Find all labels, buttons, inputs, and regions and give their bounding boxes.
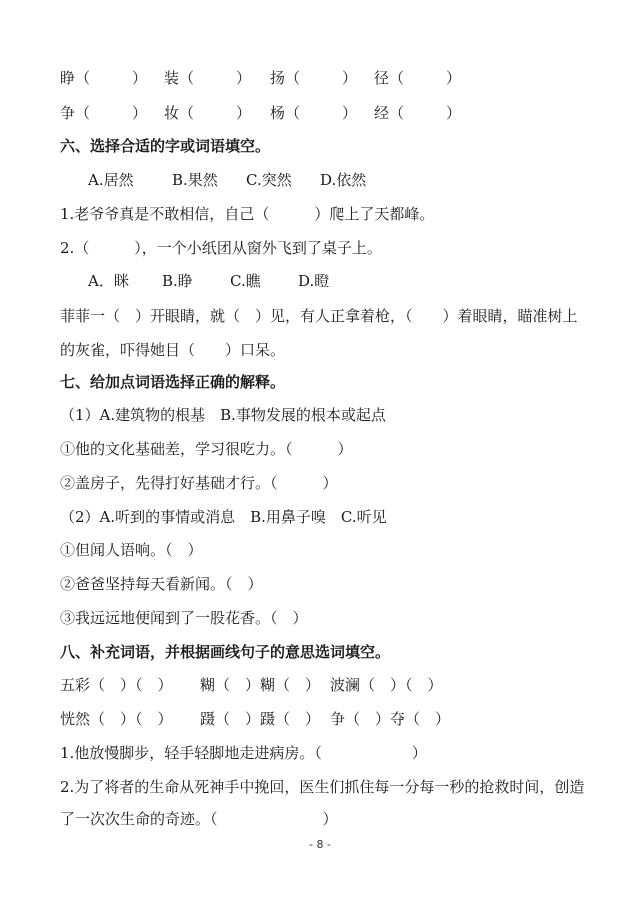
question: 2.（ ），一个小纸团从窗外飞到了桌子上。 [60, 239, 382, 257]
option: B.睁 [162, 272, 193, 290]
blank-close: ） [236, 69, 252, 87]
option: B.果然 [172, 171, 218, 189]
blank-close: ） [342, 104, 358, 122]
blank-close: ） [446, 104, 462, 122]
section-7-title: 七、给加点词语选择正确的解释。 [60, 373, 286, 391]
question: 菲菲一（ ）开眼睛，就（ ）见，有人正拿着枪，（ ）着眼睛，瞄准树上 [60, 307, 578, 325]
question: ③我远远地便闻到了一股花香。（ ） [60, 609, 308, 627]
question: ①但闻人语响。（ ） [60, 541, 203, 559]
part-header: （2）A.听到的事情或消息 B.用鼻子嗅 C.听见 [60, 508, 387, 526]
char-cell: 睁（ [60, 69, 91, 87]
question: 2.为了将者的生命从死神手中挽回，医生们抓住每一分每一秒的抢救时间，创造 [60, 778, 585, 796]
question: 1.他放慢脚步，轻手轻脚地走进病房。（ ） [60, 744, 427, 762]
blank-close: ） [132, 104, 148, 122]
blank-close: ） [236, 104, 252, 122]
word-blank: 恍然（ ）（ ） [60, 710, 173, 728]
char-cell: 经（ [374, 104, 405, 122]
page-number: - 8 - [309, 838, 331, 851]
blank-close: ） [132, 69, 148, 87]
option: D.依然 [320, 171, 367, 189]
blank-close: ） [446, 69, 462, 87]
char-cell: 杨（ [270, 104, 301, 122]
question: ②盖房子，先得打好基础才行。（ ） [60, 474, 338, 492]
char-cell: 装（ [164, 69, 195, 87]
option: D.瞪 [298, 272, 330, 290]
option: C.瞧 [230, 272, 261, 290]
section-8-title: 八、补充词语，并根据画线句子的意思选词填空。 [60, 643, 391, 661]
word-blank: 争（ ）夺（ ） [330, 710, 451, 728]
word-blank: 蹑（ ）蹑（ ） [200, 710, 321, 728]
question: 的灰雀，吓得她目（ ）口呆。 [60, 341, 286, 359]
char-cell: 争（ [60, 104, 91, 122]
char-cell: 扬（ [270, 69, 301, 87]
word-blank: 糊（ ）糊（ ） [200, 676, 321, 694]
section-6-title: 六、选择合适的字或词语填空。 [60, 137, 271, 155]
char-cell: 妆（ [164, 104, 195, 122]
word-blank: 五彩（ ）（ ） [60, 676, 173, 694]
question: 了一次次生命的奇迹。（ ） [60, 810, 338, 828]
char-cell: 径（ [374, 69, 405, 87]
word-blank: 波澜（ ）（ ） [330, 676, 443, 694]
blank-close: ） [342, 69, 358, 87]
option: C.突然 [246, 171, 292, 189]
option: A.居然 [88, 171, 134, 189]
question: ①他的文化基础差，学习很吃力。（ ） [60, 440, 353, 458]
question: ②爸爸坚持每天看新闻。（ ） [60, 575, 263, 593]
option: A．眯 [88, 272, 129, 290]
question: 1.老爷爷真是不敢相信，自己（ ）爬上了天都峰。 [60, 205, 435, 223]
part-header: （1）A.建筑物的根基 B.事物发展的根本或起点 [60, 406, 386, 424]
